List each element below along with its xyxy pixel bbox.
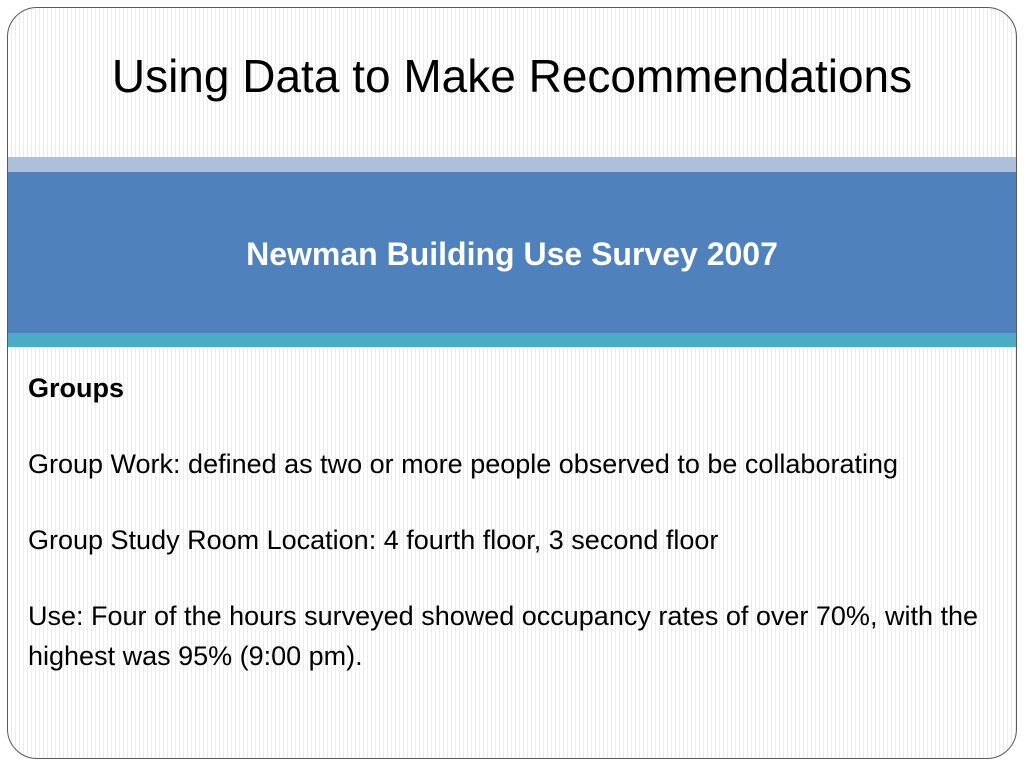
slide — [7, 7, 1017, 759]
paragraph-room-location: Group Study Room Location: 4 fourth floor, 3 second floor — [28, 525, 719, 555]
slide-title: Using Data to Make Recommendations — [111, 50, 913, 102]
paragraph-group-work: Group Work: defined as two or more people observed to be collaborating — [28, 449, 898, 479]
section-heading: Groups — [28, 373, 125, 403]
slide-body — [28, 368, 988, 712]
header-band-accent — [8, 333, 1016, 347]
paragraph-use: Use: Four of the hours surveyed showed occupancy rates of over 70%, with the highest was 95% (9:00 pm). — [28, 601, 978, 671]
header-band-light — [8, 157, 1016, 172]
slide-subtitle: Newman Building Use Survey 2007 — [246, 236, 778, 272]
